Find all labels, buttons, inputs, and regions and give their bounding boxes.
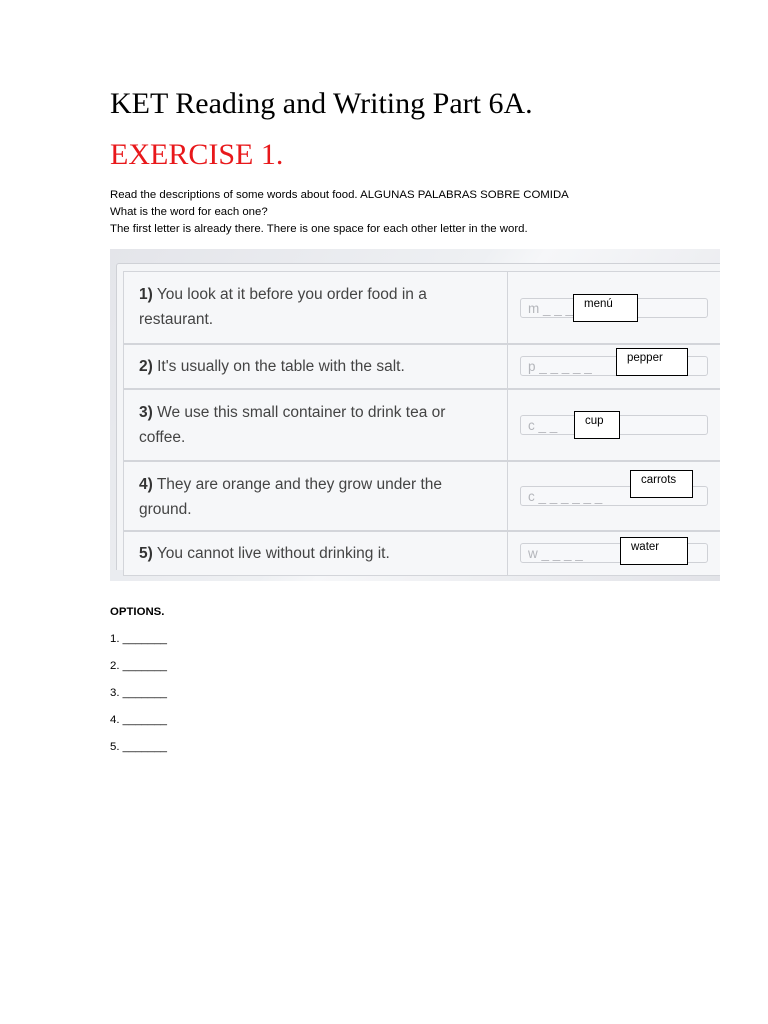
instruction-line: The first letter is already there. There is one space for each other letter in the word.: [110, 223, 528, 235]
instruction-line: What is the word for each one?: [110, 206, 268, 218]
question-description: We use this small container to drink tea or coffee.: [139, 404, 446, 446]
answer-input[interactable]: p _ _ _ _ _: [520, 356, 708, 376]
question-description: You cannot live without drinking it.: [156, 545, 390, 562]
question-row: [123, 389, 720, 461]
answer-box: water: [620, 537, 688, 565]
column-divider: [507, 390, 508, 460]
column-divider: [507, 462, 508, 530]
answer-box: cup: [574, 411, 620, 439]
instructions: [110, 187, 710, 238]
column-divider: [507, 532, 508, 575]
question-text: [139, 400, 489, 450]
question-number: 2): [139, 358, 153, 375]
question-description: They are orange and they grow under the ground.: [139, 476, 443, 518]
question-number: 5): [139, 545, 153, 562]
question-text: [139, 472, 489, 522]
answer-box: carrots: [630, 470, 693, 498]
answer-input[interactable]: w _ _ _ _: [520, 543, 708, 563]
question-number: 3): [139, 404, 153, 421]
options-heading: OPTIONS.: [110, 606, 165, 618]
page-title: KET Reading and Writing Part 6A.: [110, 87, 533, 120]
exercise-heading: EXERCISE 1.: [110, 138, 284, 171]
answer-input[interactable]: m _ _ _: [520, 298, 708, 318]
option-line: 3. _______: [110, 687, 168, 699]
option-line: 2. _______: [110, 660, 168, 672]
question-description: You look at it before you order food in a restaurant.: [139, 286, 427, 328]
column-divider: [507, 345, 508, 388]
answer-box: menú: [573, 294, 638, 322]
option-line: 1. _______: [110, 633, 168, 645]
question-text: [139, 354, 489, 379]
question-description: It's usually on the table with the salt.: [157, 358, 405, 375]
question-number: 4): [139, 476, 153, 493]
option-line: 4. _______: [110, 714, 168, 726]
option-line: 5. _______: [110, 741, 168, 753]
answer-input[interactable]: c _ _: [520, 415, 708, 435]
question-number: 1): [139, 286, 153, 303]
column-divider: [507, 272, 508, 343]
question-text: [139, 541, 489, 566]
answer-input[interactable]: c _ _ _ _ _ _: [520, 486, 708, 506]
answer-box: pepper: [616, 348, 688, 376]
question-text: [139, 282, 489, 332]
instruction-line: Read the descriptions of some words about food. ALGUNAS PALABRAS SOBRE COMIDA: [110, 189, 569, 201]
